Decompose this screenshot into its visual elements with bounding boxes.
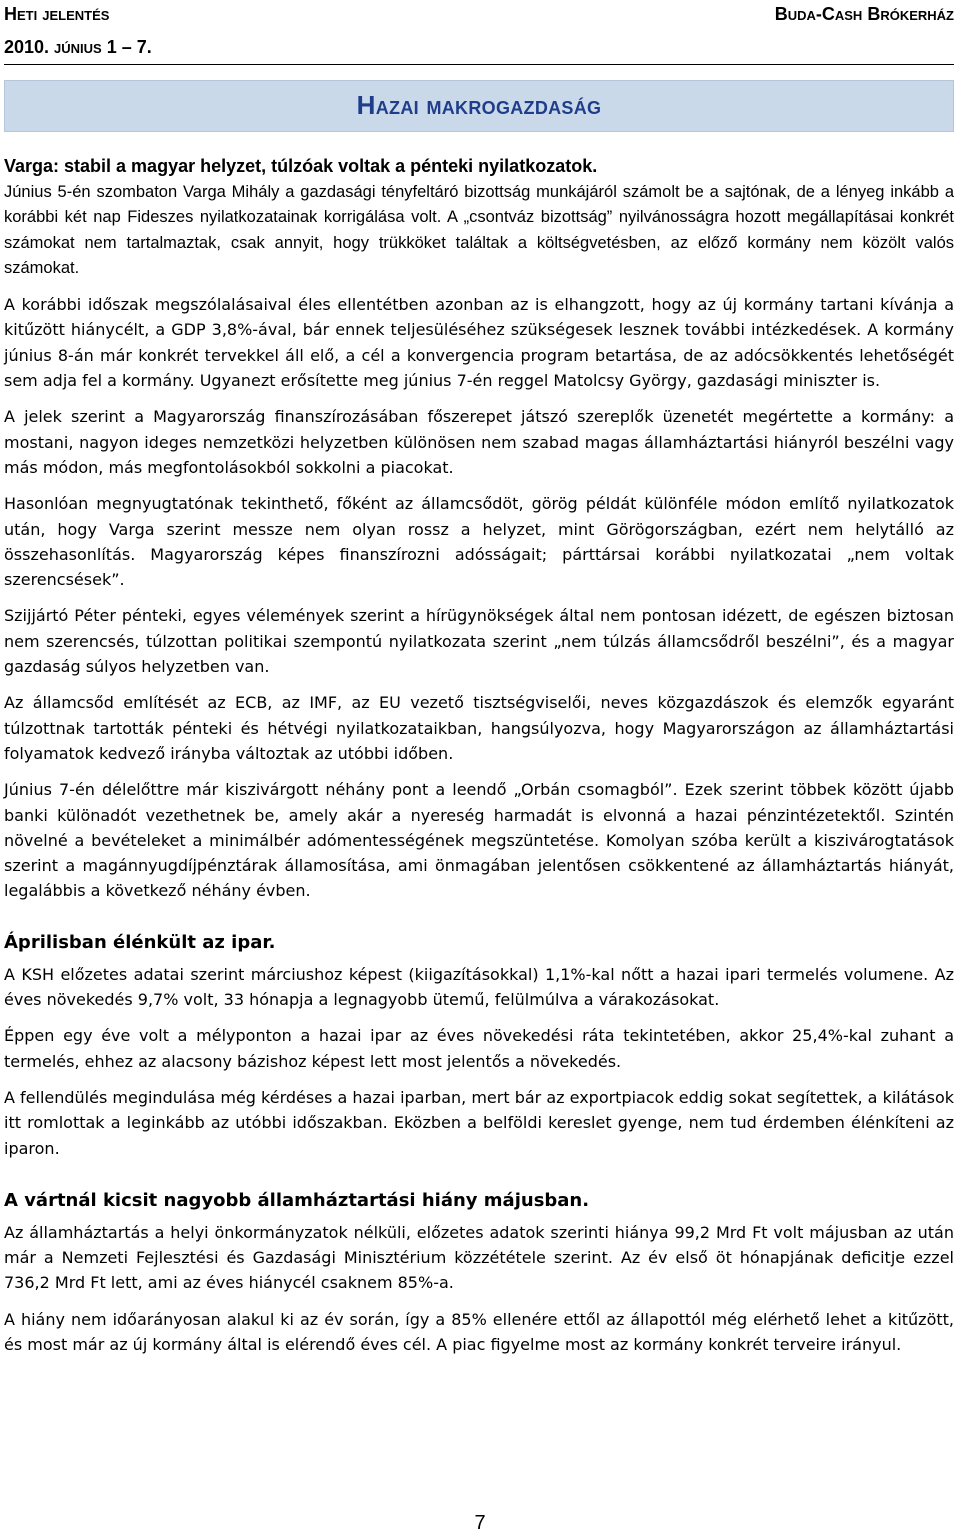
article-paragraph: A jelek szerint a Magyarország finanszírozásában főszerepet játszó szereplők üzenetét megértette a kormány: a mostani, nagyon ideges nemzetközi helyzetben különösen nem szabad magas államháztartási hiányról beszélni vagy más módon, más megfontolásokból sokkolni a piacokat. bbox=[4, 407, 954, 477]
article-paragraph: A fellendülés megindulása még kérdéses a hazai iparban, mert bár az exportpiacok eddig sokat segítettek, a kilátások itt romlottak a leginkább az utóbbi időszakban. Eközben a belföldi kereslet gyenge, nem tud érdemben élénkíteni az iparon. bbox=[4, 1087, 954, 1158]
report-name: Heti jelentés bbox=[4, 4, 110, 24]
main-content bbox=[4, 155, 954, 1368]
report-date: 2010. június 1 – 7. bbox=[4, 37, 152, 57]
section-banner bbox=[4, 80, 954, 132]
article-paragraph: Az államháztartás a helyi önkormányzatok nélküli, előzetes adatok szerinti hiánya 99,2 Mrd Ft volt májusban az után már a Nemzeti Fejlesztési és Gazdasági Minisztérium közzététele szerint. Az év első öt hónapjának deficitje ezzel 736,2 Mrd Ft lett, ami az éves hiánycél csaknem 85%-a. bbox=[4, 1222, 954, 1293]
article-paragraph: Szijjártó Péter pénteki, egyes vélemények szerint a hírügynökségek által nem pontosan idézett, de egészen biztosan nem szerencsés, túlzottan politikai szempontú nyilatkozata szerint „nem túlzás államcsődről beszélni”, és a magyar gazdaság súlyos helyzetben van. bbox=[4, 606, 954, 677]
article-paragraph: Hasonlóan megnyugtatónak tekinthető, főként az államcsődöt, görög példát különféle módon említő nyilatkozatok után, hogy Varga szerint messze nem olyan rossz a helyzet, mint Görögországban, ezért nem helytálló az összehasonlítás. Magyarország képes finanszírozni adósságait; párttársai korábbi nyilatkozatai „nem voltak szerencsések”. bbox=[4, 494, 954, 590]
article-paragraph: A korábbi időszak megszólalásaival éles ellentétben azonban az is elhangzott, hogy az új kormány tartani kívánja a kitűzött hiánycélt, a GDP 3,8%-ával, bár ennek teljesüléséhez szükségesek lesznek további intézkedések. A kormány június 8-án már konkrét tervekkel áll elő, a cél a konvergencia program betartása, de az adócsökkentés lehetőségét sem adja fel a kormány. Ugyanezt erősítette meg június 7-én reggel Matolcsy György, gazdasági miniszter is. bbox=[4, 295, 954, 391]
article-paragraph: Éppen egy éve volt a mélyponton a hazai ipar az éves növekedési ráta tekintetében, akkor 25,4%-kal zuhant a termelés, ehhez az alacsony bázishoz képest lett most jelentős a növekedés. bbox=[4, 1026, 954, 1071]
article-paragraph: A hiány nem időarányosan alakul ki az év során, így a 85% ellenére ettől az állapottól még elérhető lehet a kitűzött, és most már az új kormány által is elérendő éves cél. A piac figyelme most az kormány konkrét terveire irányul. bbox=[4, 1309, 954, 1354]
article-paragraph: Az államcsőd említését az ECB, az IMF, az EU vezető tisztségviselői, neves közgazdászok és elemzők egyaránt túlzottnak tartották pénteki és hétvégi nyilatkozataikban, hangsúlyozva, hogy Magyarországon az államháztartási folyamatok kedvező irányba változtak az utóbbi időben. bbox=[4, 693, 954, 763]
page-header bbox=[4, 0, 954, 64]
page-number: 7 bbox=[474, 1512, 486, 1534]
article-paragraph: Június 5-én szombaton Varga Mihály a gazdasági tényfeltáró bizottság munkájáról számolt be a sajtónak, de a lényeg inkább a korábbi két nap Fideszes nyilatkozatainak korrigálása volt. A „csontváz bizottság” nyilvánosságra hozott megállapításai konkrét számokat nem tartalmaztak, csak annyit, hogy trükköket találtak a költségvetésben, az előző kormány nem közölt valós számokat. bbox=[4, 183, 954, 277]
company-name: Buda-Cash Brókerház bbox=[774, 4, 954, 24]
article-paragraph: Június 7-én délelőttre már kiszivárgott néhány pont a leendő „Orbán csomagból”. Ezek szerint többek között újabb banki különadót vezethetnek be, amely akár a nyereség harmadát is elvonná a hazai pénzintézetektől. Szintén növelné a bevételeket a minimálbér adómentességének megszüntetése. Komolyan szóba került a kiszivárogtatások szerint a magánnyugdíjpénztárak államosítása, ami önmagában jelentősen csökkentené az államháztartás hiányát, legalábbis a következő néhány évben. bbox=[4, 780, 954, 901]
article-title: Áprilisban élénkült az ipar. bbox=[4, 931, 276, 953]
section-banner-title: Hazai makrogazdaság bbox=[356, 90, 602, 120]
article-title: A vártnál kicsit nagyobb államháztartási hiány májusban. bbox=[4, 1189, 590, 1211]
article-paragraph: A KSH előzetes adatai szerint márciushoz képest (kiigazításokkal) 1,1%-kal nőtt a hazai ipari termelés volumene. Az éves növekedés 9,7% volt, 33 hónapja a legnagyobb ütemű, felülmúlva a várakozásokat. bbox=[4, 964, 954, 1010]
article-title: Varga: stabil a magyar helyzet, túlzóak voltak a pénteki nyilatkozatok. bbox=[4, 156, 598, 176]
header-divider bbox=[4, 64, 954, 65]
